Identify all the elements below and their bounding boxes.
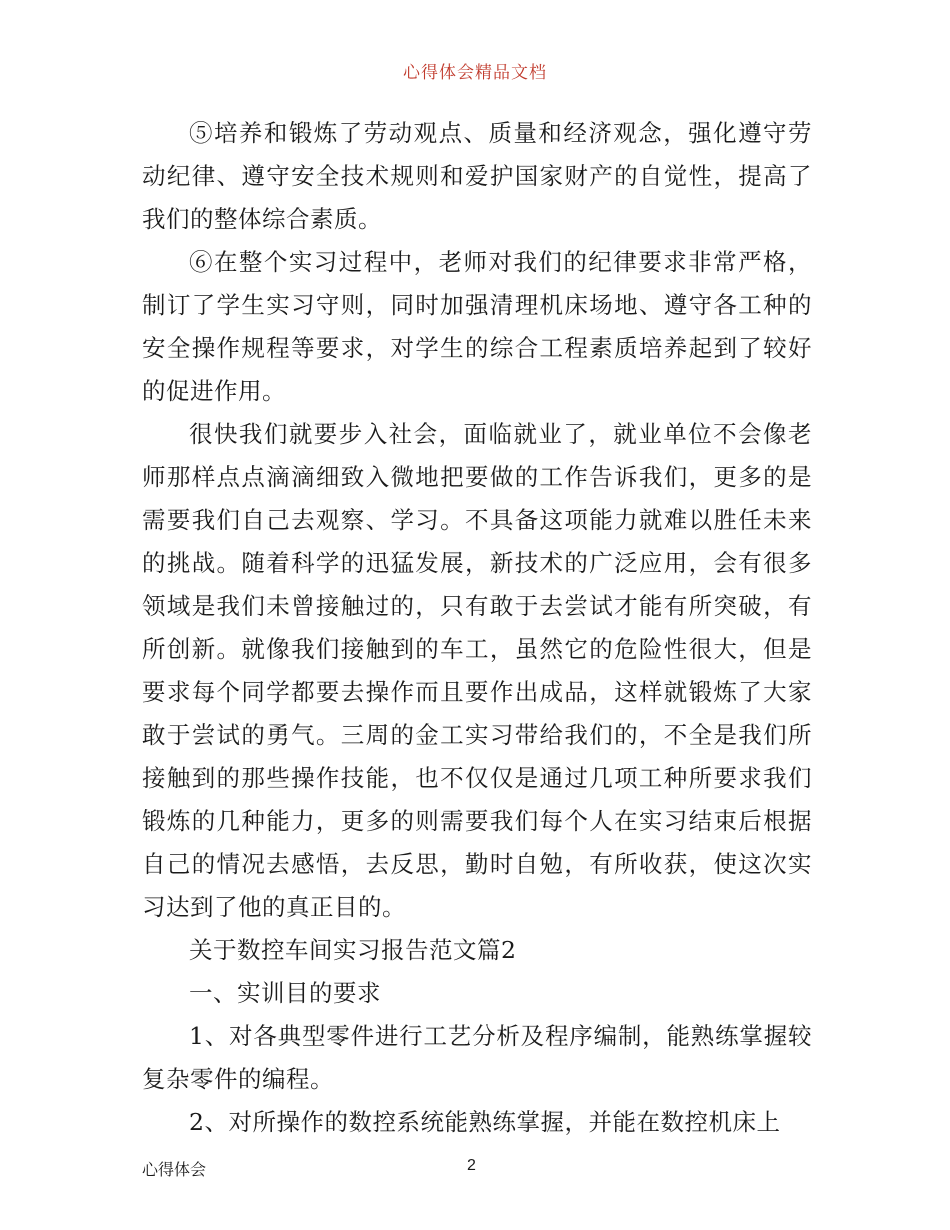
paragraph-6: ⑥在整个实习过程中，老师对我们的纪律要求非常严格，制订了学生实习守则，同时加强清理机床场地、遵守各工种的安全操作规程等要求，对学生的综合工程素质培养起到了较好的促进作用。 [142, 248, 812, 405]
section-title: 关于数控车间实习报告范文篇2 [189, 936, 517, 964]
page-header-title: 心得体会精品文档 [403, 63, 547, 83]
paragraph-reflection: 很快我们就要步入社会，面临就业了，就业单位不会像老师那样点点滴滴细致入微地把要做的工作告诉我们，更多的是需要我们自己去观察、学习。不具备这项能力就难以胜任未来的挑战。随着科学的迅猛发展，新技术的广泛应用，会有很多领域是我们未曾接触过的，只有敢于去尝试才能有所突破，有所创新。就像我们接触到的车工，虽然它的危险性很大，但是要求每个同学都要去操作而且要作出成品，这样就锻炼了大家敢于尝试的勇气。三周的金工实习带给我们的，不全是我们所接触到的那些操作技能，也不仅仅是通过几项工种所要求我们锻炼的几种能力，更多的则需要我们每个人在实习结束后根据自己的情况去感悟，去反思，勤时自勉，有所收获，使这次实习达到了他的真正目的。 [142, 420, 812, 921]
list-item-1: 1、对各典型零件进行工艺分析及程序编制，能熟练掌握较复杂零件的编程。 [142, 1022, 812, 1093]
paragraph-5: ⑤培养和锻炼了劳动观点、质量和经济观念，强化遵守劳动纪律、遵守安全技术规则和爱护国家财产的自觉性，提高了我们的整体综合素质。 [142, 119, 812, 233]
list-item-2: 2、对所操作的数控系统能熟练掌握，并能在数控机床上 [189, 1108, 781, 1136]
page-number: 2 [467, 1157, 476, 1174]
footer-label: 心得体会 [142, 1160, 207, 1179]
subsection-heading: 一、实训目的要求 [189, 979, 381, 1007]
document-body [142, 112, 812, 1144]
